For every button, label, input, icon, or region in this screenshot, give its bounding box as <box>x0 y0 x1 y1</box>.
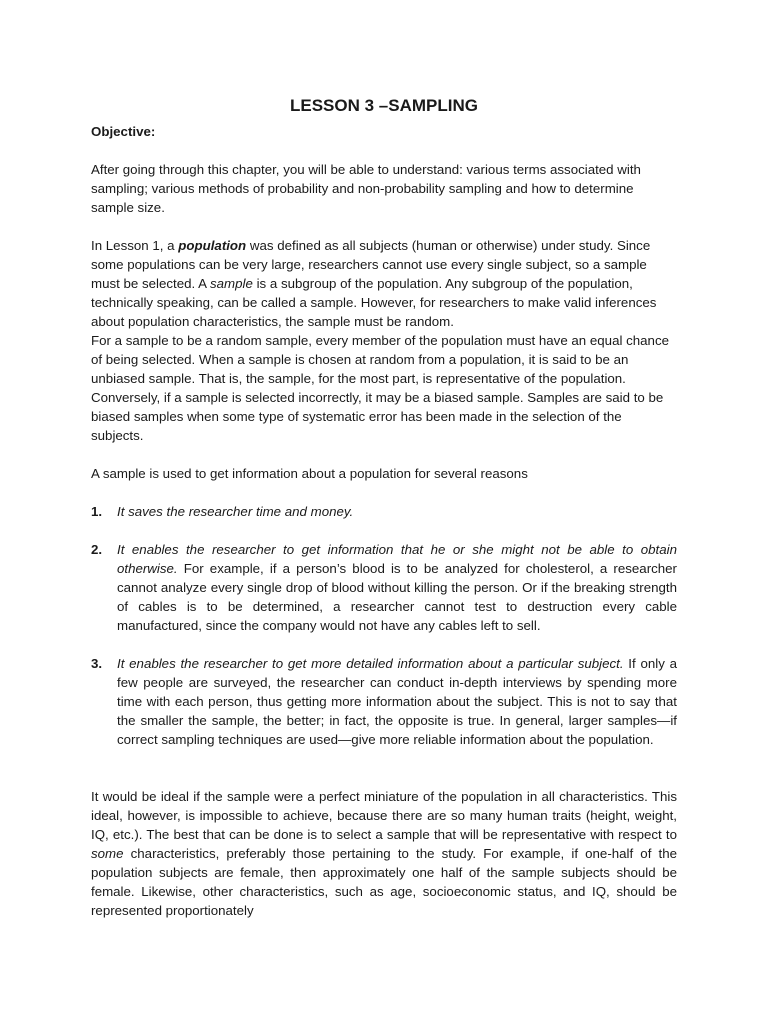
list-number: 3. <box>91 656 103 671</box>
population-paragraph: In Lesson 1, a population was defined as all subjects (human or otherwise) under study. Since some populations can be very large, researchers cannot use every single subject, so a sample must be selected. A sample is a subgroup of the population. Any subgroup of the population, technically speaking, can be called a sample. However, for researchers to make valid inferences about population characteristics, the sample must be random. <box>91 238 657 329</box>
list-item-text: It enables the researcher to get more detailed information about a particular subject. If only a few people are surveyed, the researcher can conduct in-depth interviews by spending more time with each person, thus getting more information about the subject. This is not to say that the smaller the sample, the better; in fact, the opposite is true. In general, larger samples—if correct sampling techniques are used—give more reliable information about the population. <box>117 656 678 747</box>
intro-paragraph: After going through this chapter, you will be able to understand: various terms associated with sampling; various methods of probability and non-probability sampling and how to determine sample size. <box>91 162 641 215</box>
list-number: 1. <box>91 504 103 519</box>
population-term: population <box>178 238 247 253</box>
sample-term: sample <box>210 276 253 291</box>
list-item <box>91 540 677 635</box>
list-item-text: It saves the researcher time and money. <box>117 504 354 519</box>
list-item <box>91 502 677 521</box>
page-title: LESSON 3 –SAMPLING <box>290 96 478 115</box>
reasons-list <box>91 502 677 749</box>
random-sample-paragraph: For a sample to be a random sample, every member of the population must have an equal chance of being selected. When a sample is chosen at random from a population, it is said to be an unbiased sample. That is, the sample, for the most part, is representative of the population. Conversely, if a sample is selected incorrectly, it may be a biased sample. Samples are said to be biased samples when some type of systematic error has been made in the selection of the subjects. <box>91 333 669 443</box>
reasons-intro: A sample is used to get information about a population for several reasons <box>91 466 528 481</box>
objective-heading: Objective: <box>91 124 156 139</box>
some-term: some <box>91 846 124 861</box>
list-number: 2. <box>91 542 103 557</box>
list-item <box>91 654 677 749</box>
document-body <box>91 96 677 920</box>
list-item-text: It enables the researcher to get information that he or she might not be able to obtain otherwise. For example, if a person’s blood is to be analyzed for cholesterol, a researcher cannot analyze every single drop of blood without killing the person. Or if the breaking strength of cables is to be determined, a researcher cannot test to destruction every cable manufactured, since the company would not have any cables left to sell. <box>117 542 677 633</box>
closing-paragraph: It would be ideal if the sample were a perfect miniature of the population in all characteristics. This ideal, however, is impossible to achieve, because there are so many human traits (height, weight, IQ, etc.). The best that can be done is to select a sample that will be representative with respect to some characteristics, preferably those pertaining to the study. For example, if one-half of the population subjects are female, then approximately one half of the sample subjects should be female. Likewise, other characteristics, such as age, socioeconomic status, and IQ, should be represented proportionately <box>91 789 677 918</box>
